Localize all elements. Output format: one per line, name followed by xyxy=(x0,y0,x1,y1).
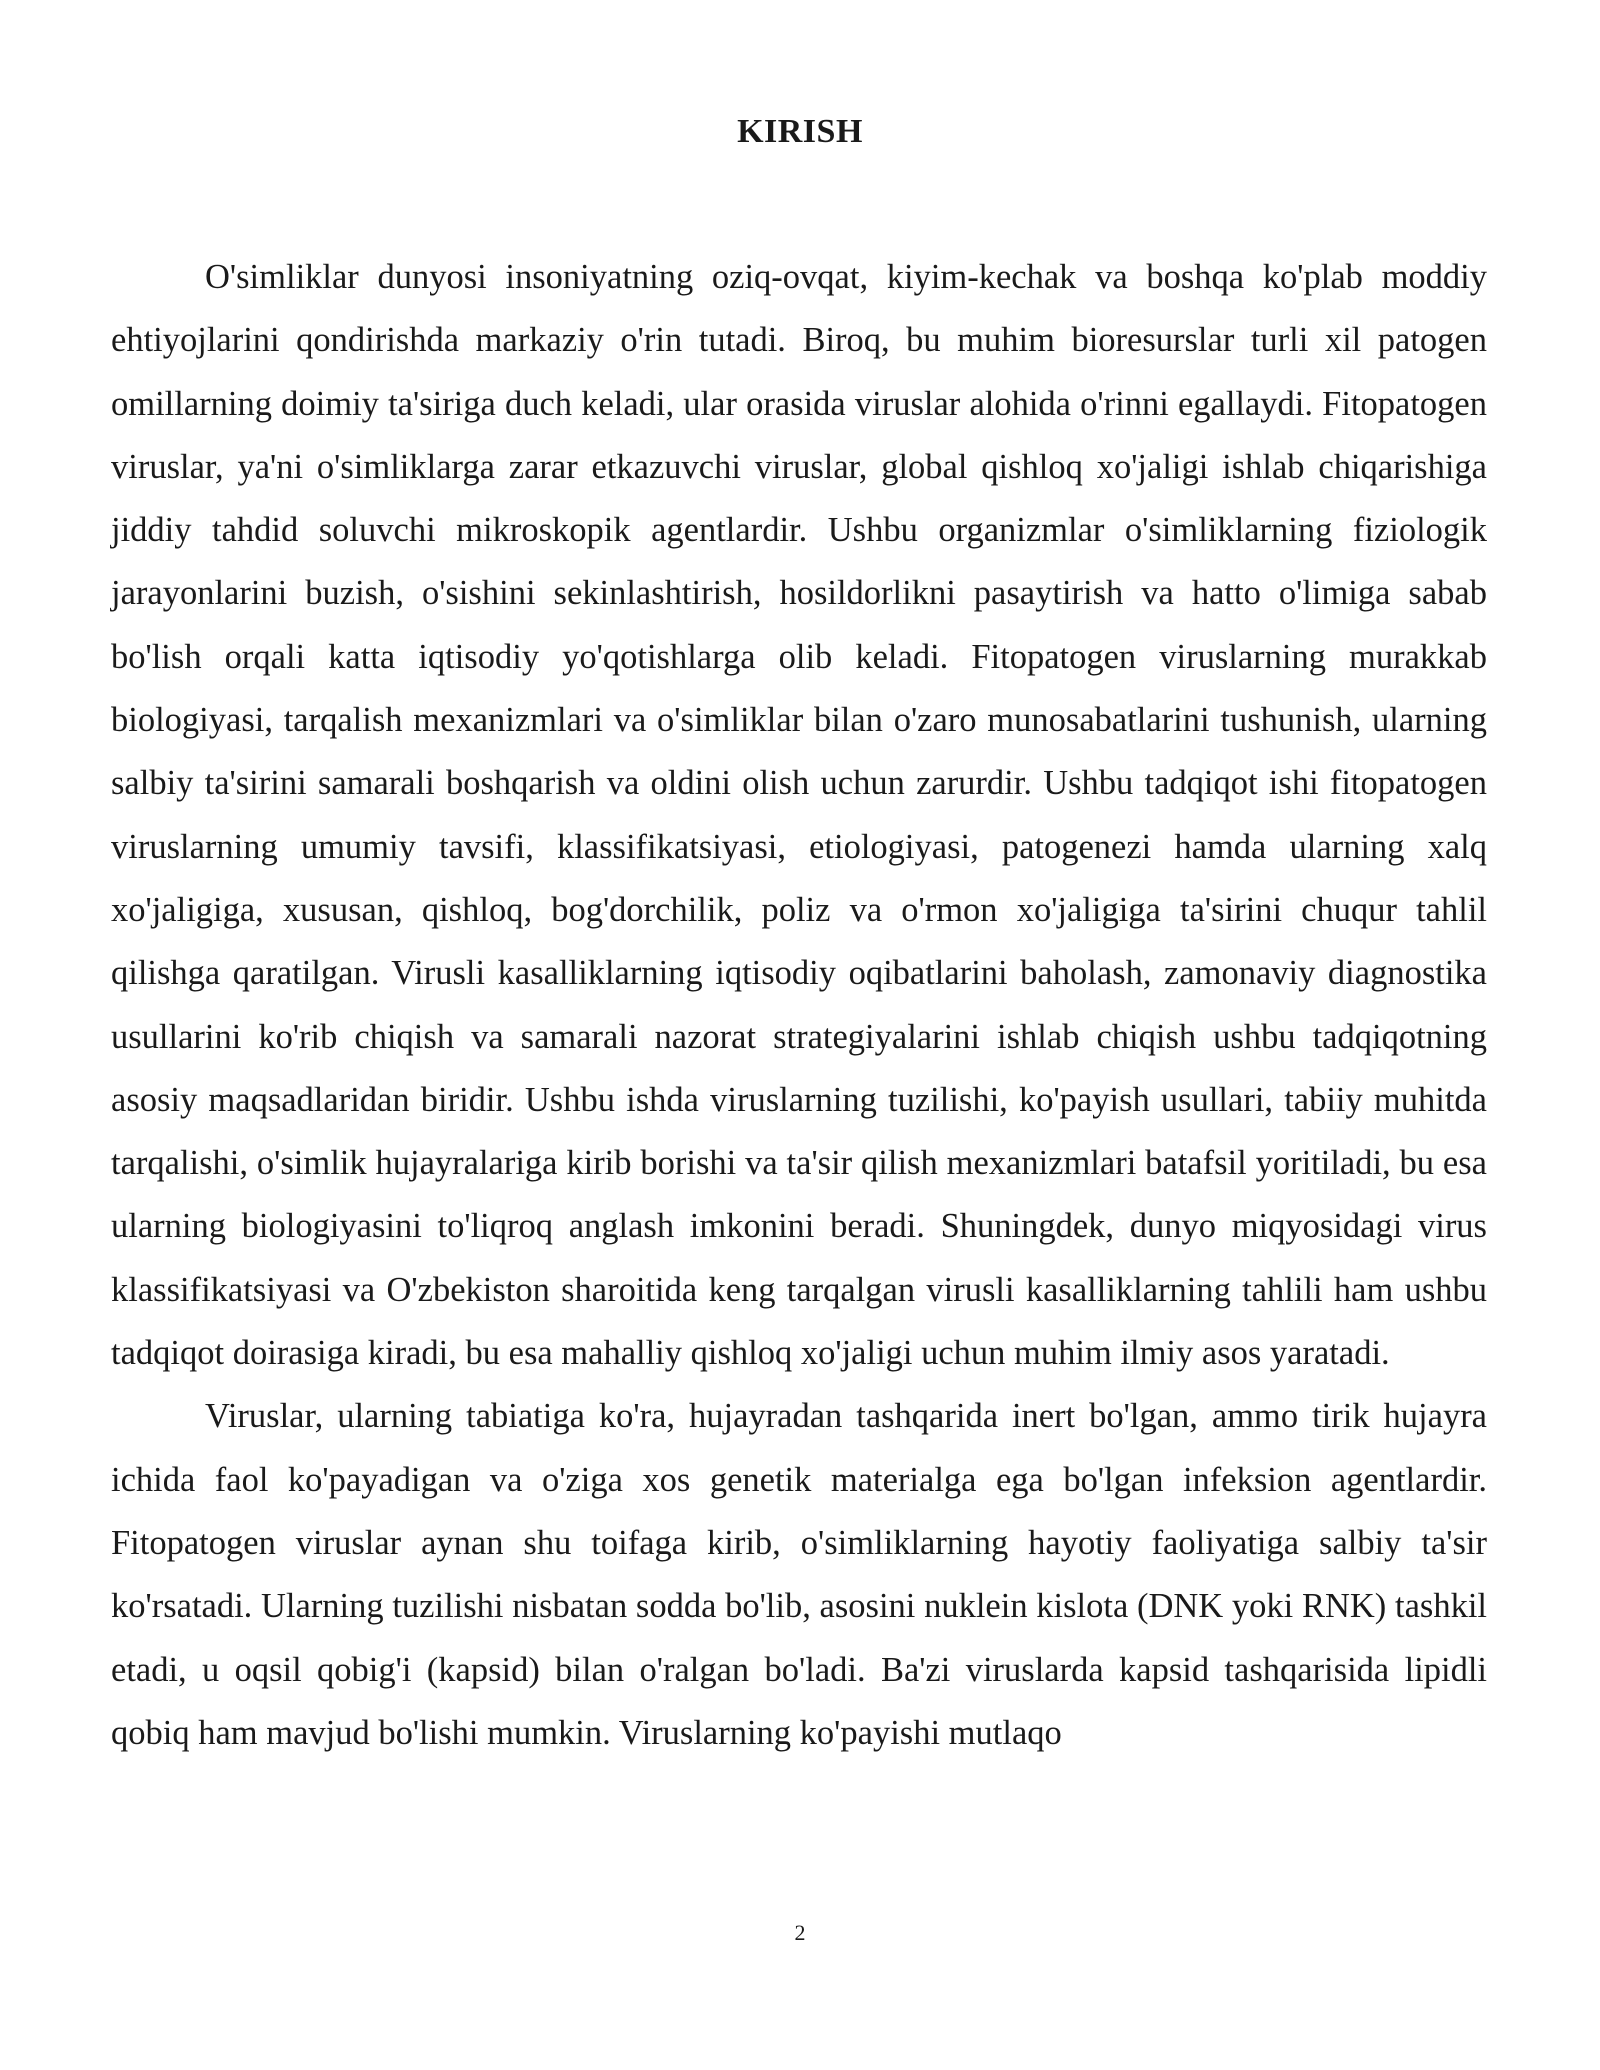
body-text xyxy=(111,246,1487,1765)
paragraph-2: Viruslar, ularning tabiatiga ko'ra, hujayradan tashqarida inert bo'lgan, ammo tirik hujayra ichida faol ko'payadigan va o'ziga xos genetik materialga ega bo'lgan infeksion agentlardir. Fitopatogen viruslar aynan shu toifaga kirib, o'simliklarning hayotiy faoliyatiga salbiy ta'sir ko'rsatadi. Ularning tuzilishi nisbatan sodda bo'lib, asosini nuklein kislota (DNK yoki RNK) tashkil etadi, u oqsil qobig'i (kapsid) bilan o'ralgan bo'ladi. Ba'zi viruslarda kapsid tashqarisida lipidli qobiq ham mavjud bo'lishi mumkin. Viruslarning ko'payishi mutlaqo xyxy=(111,1397,1487,1752)
paragraph-1: O'simliklar dunyosi insoniyatning oziq-ovqat, kiyim-kechak va boshqa ko'plab moddiy ehtiyojlarini qondirishda markaziy o'rin tutadi. Biroq, bu muhim bioresurslar turli xil patogen omillarning doimiy ta'siriga duch keladi, ular orasida viruslar alohida o'rinni egallaydi. Fitopatogen viruslar, ya'ni o'simliklarga zarar etkazuvchi viruslar, global qishloq xo'jaligi ishlab chiqarishiga jiddiy tahdid soluvchi mikroskopik agentlardir. Ushbu organizmlar o'simliklarning fiziologik jarayonlarini buzish, o'sishini sekinlashtirish, hosildorlikni pasaytirish va hatto o'limiga sabab bo'lish orqali katta iqtisodiy yo'qotishlarga olib keladi. Fitopatogen viruslarning murakkab biologiyasi, tarqalish mexanizmlari va o'simliklar bilan o'zaro munosabatlarini tushunish, ularning salbiy ta'sirini samarali boshqarish va oldini olish uchun zarurdir. Ushbu tadqiqot ishi fitopatogen viruslarning umumiy tavsifi, klassifikatsiyasi, etiologiyasi, patogenezi hamda ularning xalq xo'jaligiga, xususan, qishloq, bog'dorchilik, poliz va o'rmon xo'jaligiga ta'sirini chuqur tahlil qilishga qaratilgan. Virusli kasalliklarning iqtisodiy oqibatlarini baholash, zamonaviy diagnostika usullarini ko'rib chiqish va samarali nazorat strategiyalarini ishlab chiqish ushbu tadqiqotning asosiy maqsadlaridan biridir. Ushbu ishda viruslarning tuzilishi, ko'payish usullari, tabiiy muhitda tarqalishi, o'simlik hujayralariga kirib borishi va ta'sir qilish mexanizmlari batafsil yoritiladi, bu esa ularning biologiyasini to'liqroq anglash imkonini beradi. Shuningdek, dunyo miqyosidagi virus klassifikatsiyasi va O'zbekiston sharoitida keng tarqalgan virusli kasalliklarning tahlili ham ushbu tadqiqot doirasiga kiradi, bu esa mahalliy qishloq xo'jaligi uchun muhim ilmiy asos yaratadi. xyxy=(111,258,1487,1373)
page-number: 2 xyxy=(794,1920,806,1945)
section-heading: KIRISH xyxy=(737,113,863,150)
